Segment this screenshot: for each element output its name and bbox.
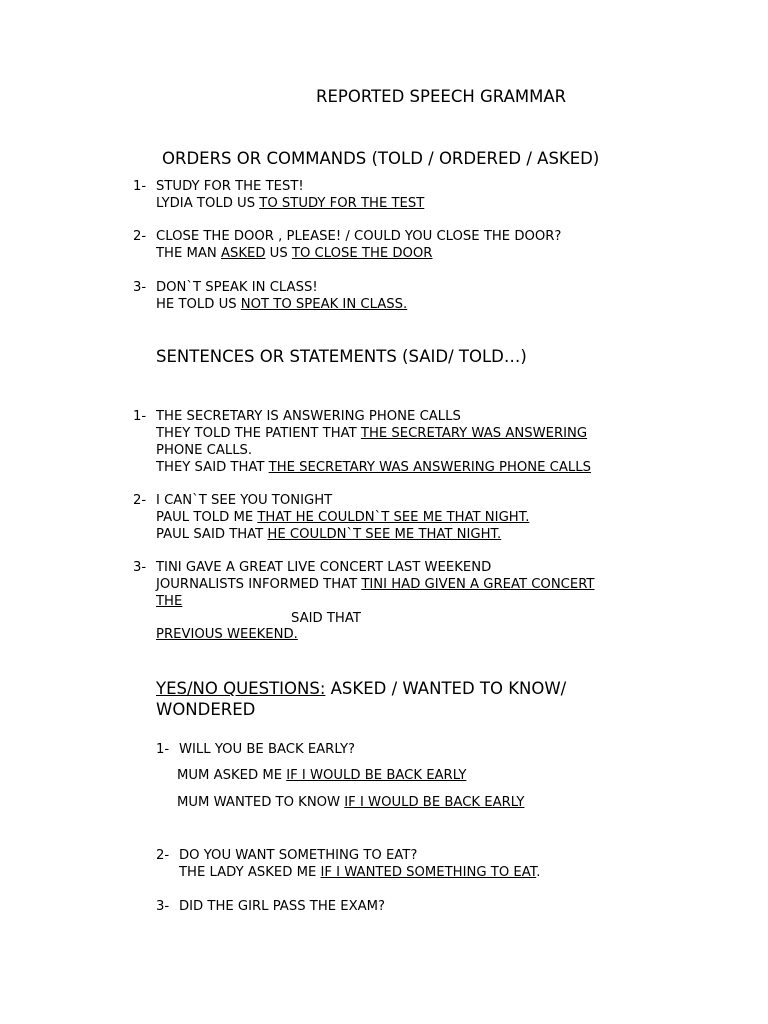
item-number: 3-: [156, 899, 170, 914]
reported-speech: [156, 195, 424, 212]
underlined-text: HE COULDN`T SEE ME THAT NIGHT.: [267, 527, 502, 542]
item-number: 3-: [133, 560, 147, 575]
underlined-text: TO CLOSE THE DOOR: [291, 246, 433, 261]
text: .: [536, 865, 541, 880]
text: THEY TOLD THE PATIENT THAT: [156, 426, 361, 441]
underlined-text: TO STUDY FOR THE TEST: [259, 196, 425, 211]
underlined-text: THE: [156, 594, 183, 609]
reported-speech: [156, 296, 407, 313]
page-title: REPORTED SPEECH GRAMMAR: [316, 87, 567, 106]
text: PAUL SAID THAT: [156, 527, 268, 542]
reported-speech: [177, 794, 524, 811]
item-number: 2-: [133, 493, 147, 508]
direct-speech: WILL YOU BE BACK EARLY?: [179, 742, 355, 757]
direct-speech: THE SECRETARY IS ANSWERING PHONE CALLS: [156, 409, 461, 424]
reported-speech-continued: PHONE CALLS.: [156, 443, 253, 458]
reported-speech: [156, 425, 587, 442]
reported-speech: [179, 864, 540, 881]
text: ASKED / WANTED TO KNOW/: [325, 679, 567, 698]
item-number: 2-: [133, 229, 147, 244]
reported-speech-continued: [156, 593, 182, 610]
direct-speech: TINI GAVE A GREAT LIVE CONCERT LAST WEEKEND: [156, 560, 492, 575]
text: US: [265, 246, 292, 261]
direct-speech: DO YOU WANT SOMETHING TO EAT?: [179, 848, 418, 863]
reported-speech: [156, 245, 432, 262]
reported-speech: [177, 767, 466, 784]
item-number: 1-: [156, 742, 170, 757]
text: MUM ASKED ME: [177, 768, 287, 783]
text: PAUL TOLD ME: [156, 510, 258, 525]
direct-speech: DID THE GIRL PASS THE EXAM?: [179, 899, 386, 914]
direct-speech: I CAN`T SEE YOU TONIGHT: [156, 493, 333, 508]
underlined-text: THE SECRETARY WAS ANSWERING PHONE CALLS: [268, 460, 591, 475]
underlined-text: YES/NO QUESTIONS:: [156, 679, 326, 698]
text: MUM WANTED TO KNOW: [177, 795, 345, 810]
underlined-text: PREVIOUS WEEKEND.: [156, 627, 298, 642]
reported-speech-continued: [156, 626, 298, 643]
text: THE MAN: [156, 246, 221, 261]
item-number: 1-: [133, 409, 147, 424]
reported-speech-said: SAID THAT: [291, 611, 361, 626]
underlined-text: TINI HAD GIVEN A GREAT CONCERT: [361, 577, 595, 592]
item-number: 3-: [133, 280, 147, 295]
text: HE TOLD US: [156, 297, 241, 312]
text: THEY SAID THAT: [156, 460, 269, 475]
item-number: 2-: [156, 848, 170, 863]
section-heading-questions-line2: WONDERED: [156, 700, 256, 719]
section-heading-questions: [156, 678, 566, 699]
text: THE LADY ASKED ME: [179, 865, 321, 880]
underlined-text: IF I WOULD BE BACK EARLY: [286, 768, 467, 783]
section-heading-statements: SENTENCES OR STATEMENTS (SAID/ TOLD…): [156, 347, 527, 366]
underlined-text: NOT TO SPEAK IN CLASS.: [240, 297, 408, 312]
text: JOURNALISTS INFORMED THAT: [156, 577, 362, 592]
text: LYDIA TOLD US: [156, 196, 260, 211]
direct-speech: STUDY FOR THE TEST!: [156, 179, 304, 194]
item-number: 1-: [133, 179, 147, 194]
direct-speech: DON`T SPEAK IN CLASS!: [156, 280, 318, 295]
reported-speech: [156, 509, 529, 526]
underlined-text: THE SECRETARY WAS ANSWERING: [360, 426, 588, 441]
direct-speech: CLOSE THE DOOR , PLEASE! / COULD YOU CLOSE THE DOOR?: [156, 229, 562, 244]
underlined-text: ASKED: [220, 246, 266, 261]
underlined-text: IF I WANTED SOMETHING TO EAT: [320, 865, 537, 880]
section-heading-orders: ORDERS OR COMMANDS (TOLD / ORDERED / ASKED): [162, 149, 600, 168]
reported-speech: [156, 459, 591, 476]
reported-speech: [156, 526, 501, 543]
underlined-text: THAT HE COULDN`T SEE ME THAT NIGHT.: [257, 510, 530, 525]
reported-speech: [156, 576, 594, 593]
underlined-text: IF I WOULD BE BACK EARLY: [344, 795, 525, 810]
